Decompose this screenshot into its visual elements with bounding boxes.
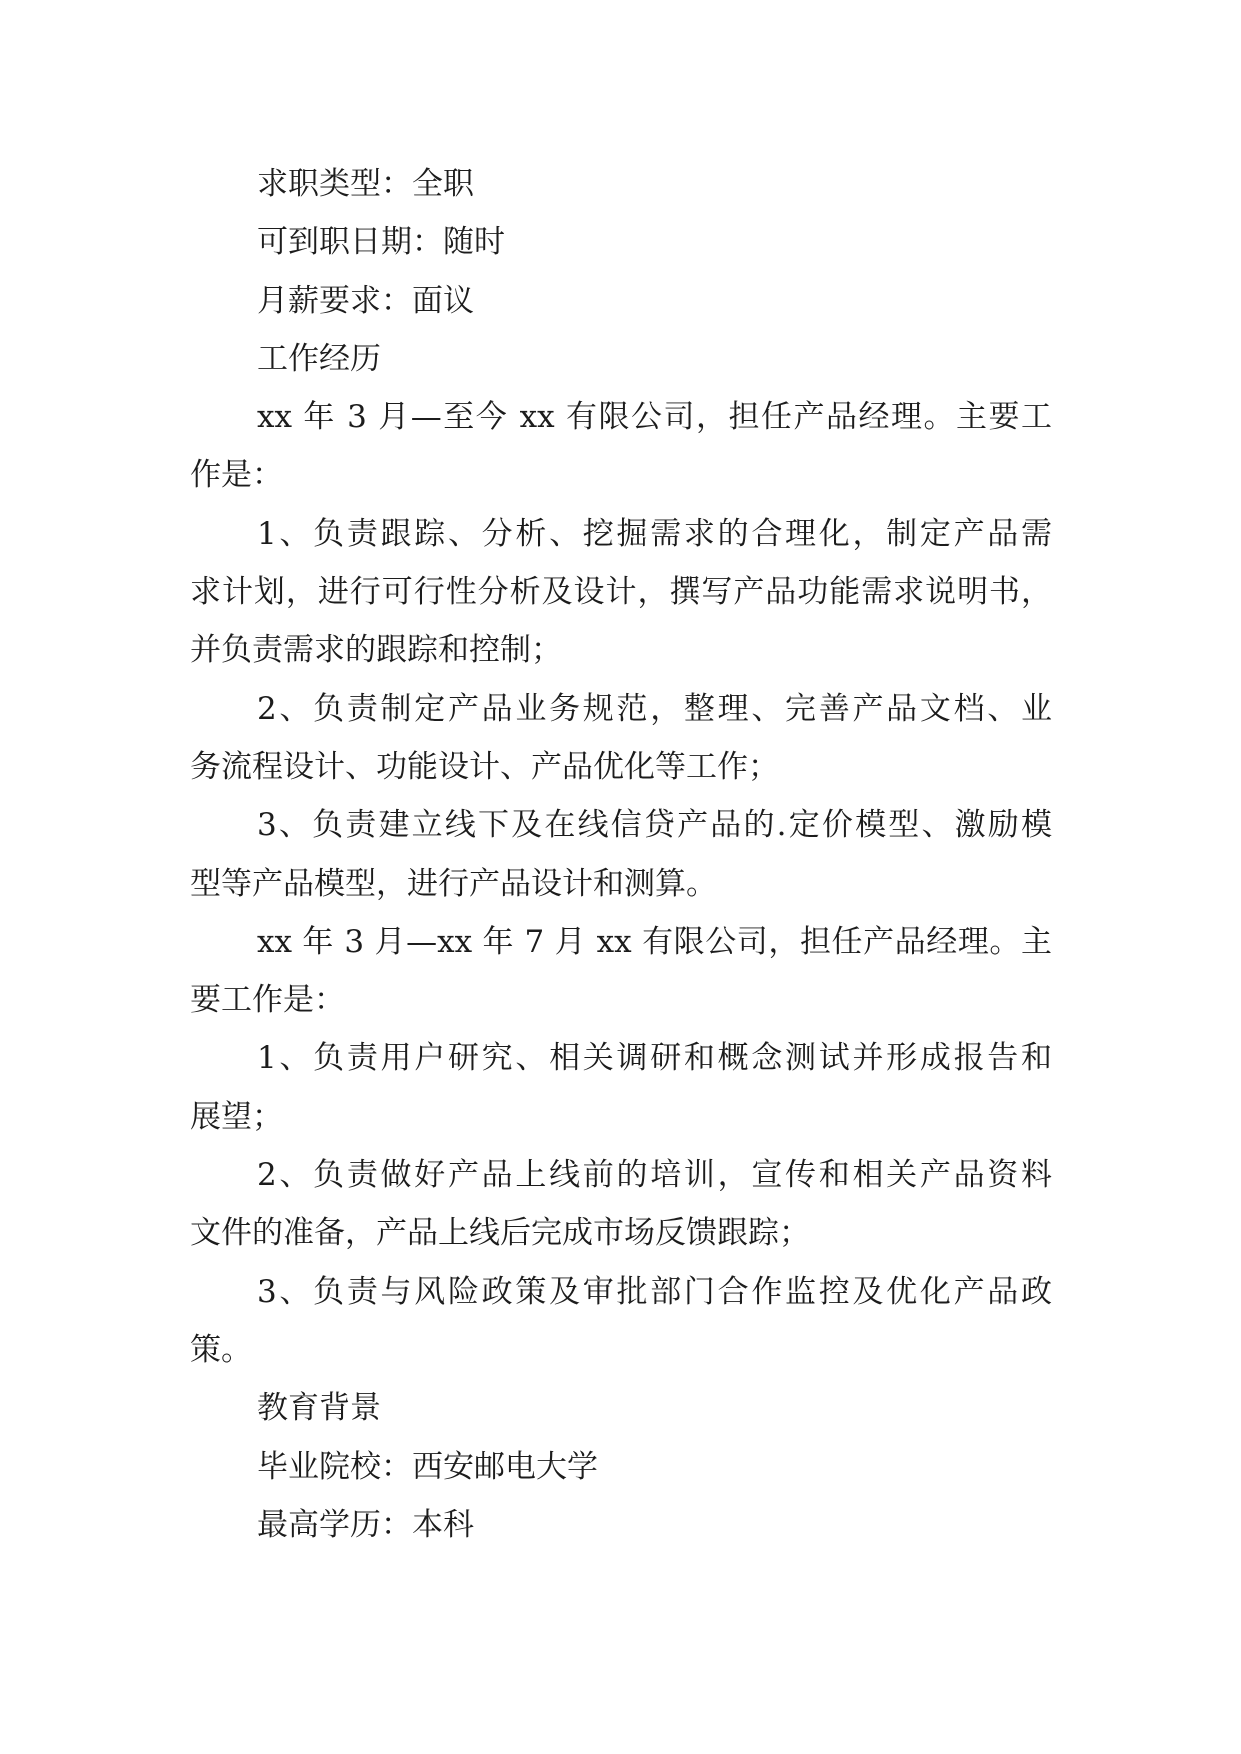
degree-line	[257, 1496, 1052, 1554]
duty-line: 策。	[190, 1331, 252, 1368]
available-date-value: 随时	[443, 224, 505, 261]
school-line	[257, 1438, 1052, 1496]
salary-label: 月薪要求：	[257, 282, 412, 319]
job-summary-line: xx 年 3 月—xx 年 7 月 xx 有限公司，担任产品经理。主	[257, 923, 1052, 960]
duty-line: 务流程设计、功能设计、产品优化等工作；	[190, 748, 779, 785]
salary-value: 面议	[412, 282, 474, 319]
school-value: 西安邮电大学	[412, 1448, 598, 1485]
salary-line	[257, 272, 1052, 330]
duty-line: 2、负责制定产品业务规范，整理、完善产品文档、业	[257, 690, 1052, 727]
section-heading-education: 教育背景	[257, 1390, 381, 1427]
duty-line: 3、负责与风险政策及审批部门合作监控及优化产品政	[257, 1273, 1052, 1310]
section-heading-work-experience: 工作经历	[257, 340, 381, 377]
job-summary-line: xx 年 3 月—至今 xx 有限公司，担任产品经理。主要工	[257, 399, 1052, 436]
school-label: 毕业院校：	[257, 1448, 412, 1485]
job-summary-line: 要工作是：	[190, 982, 345, 1019]
duty-line: 型等产品模型，进行产品设计和测算。	[190, 865, 717, 902]
degree-value: 本科	[412, 1506, 474, 1543]
duty-line: 1、负责跟踪、分析、挖掘需求的合理化，制定产品需	[257, 515, 1052, 552]
duty-line: 展望；	[190, 1098, 283, 1135]
duty-line: 文件的准备，产品上线后完成市场反馈跟踪；	[190, 1215, 810, 1252]
available-date-line	[257, 213, 1052, 271]
degree-label: 最高学历：	[257, 1506, 412, 1543]
job-summary-line: 作是：	[190, 457, 283, 494]
duty-line: 并负责需求的跟踪和控制；	[190, 632, 562, 669]
duty-line: 3、负责建立线下及在线信贷产品的.定价模型、激励模	[257, 807, 1052, 844]
job-type-label: 求职类型：	[257, 166, 412, 202]
duty-line: 2、负责做好产品上线前的培训，宣传和相关产品资料	[257, 1157, 1052, 1194]
duty-line: 1、负责用户研究、相关调研和概念测试并形成报告和	[257, 1040, 1052, 1077]
duty-line: 求计划，进行可行性分析及设计，撰写产品功能需求说明书，	[190, 574, 1052, 611]
available-date-label: 可到职日期：	[257, 224, 443, 261]
job-type-value: 全职	[412, 166, 474, 202]
job-type-line	[257, 155, 1052, 213]
